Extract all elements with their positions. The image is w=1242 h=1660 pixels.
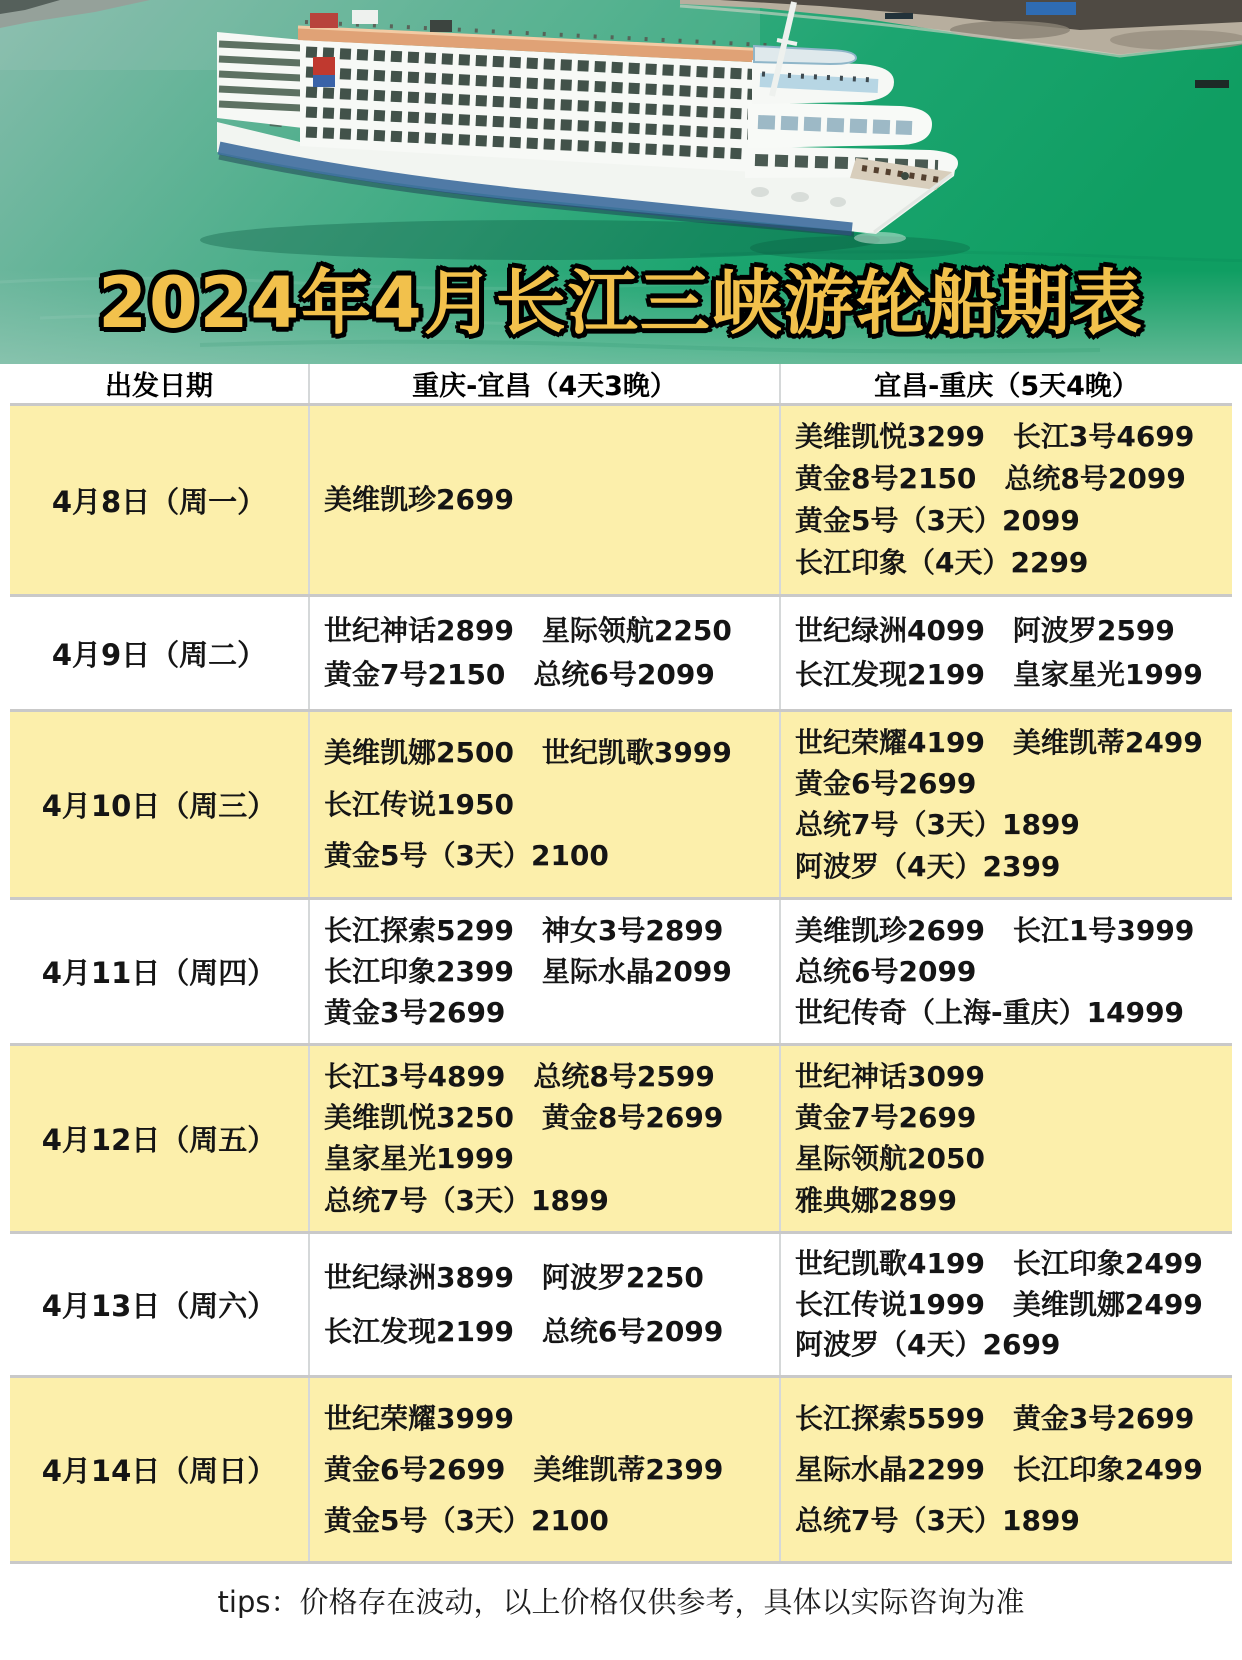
- cruise-price-line: 长江探索5299 神女3号2899: [324, 913, 724, 947]
- cruise-price-line: 黄金6号2699: [795, 767, 977, 801]
- cruise-price-line: 雅典娜2899: [795, 1183, 957, 1217]
- cruise-price-line: 阿波罗（4天）2699: [795, 1328, 1061, 1362]
- route-cell-yc-cq: [779, 1046, 1232, 1231]
- cruise-price-line: 黄金5号（3天）2100: [324, 839, 609, 873]
- cruise-price-line: 黄金8号2150 总统8号2099: [795, 462, 1186, 496]
- cruise-price-line: 美维凯悦3250 黄金8号2699: [324, 1101, 724, 1135]
- cruise-price-line: 星际领航2050: [795, 1142, 985, 1176]
- departure-date: 4月9日（周二）: [51, 637, 267, 672]
- route-cell-cq-yc: [308, 406, 779, 594]
- route-cell-cq-yc: [308, 1378, 779, 1561]
- cruise-price-line: 美维凯珍2699 长江1号3999: [795, 913, 1195, 947]
- table-row: [10, 1046, 1232, 1234]
- cruise-price-line: 黄金3号2699: [324, 995, 506, 1029]
- table-row: [10, 900, 1232, 1046]
- header-departure-date: 出发日期: [105, 371, 213, 402]
- cruise-price-line: 总统7号（3天）1899: [795, 808, 1080, 842]
- cruise-price-line: 长江传说1999 美维凯娜2499: [795, 1287, 1203, 1321]
- route-cell-yc-cq: [779, 1234, 1232, 1375]
- departure-date: 4月11日（周四）: [41, 956, 277, 990]
- cruise-price-line: 长江3号4899 总统8号2599: [324, 1059, 715, 1093]
- route-cell-cq-yc: [308, 1234, 779, 1375]
- cruise-price-line: 黄金5号（3天）2099: [795, 504, 1080, 538]
- departure-date: 4月13日（周六）: [41, 1289, 277, 1323]
- cruise-price-line: 长江印象（4天）2299: [795, 546, 1089, 580]
- table-row: [10, 712, 1232, 900]
- cruise-price-line: 美维凯珍2699: [324, 483, 514, 517]
- table-row: [10, 597, 1232, 712]
- cruise-price-line: 世纪神话3099: [795, 1059, 985, 1093]
- small-boat: [885, 13, 913, 19]
- header-route-chongqing-yichang: 重庆-宜昌（4天3晚）: [308, 364, 779, 403]
- cruise-price-line: 长江探索5599 黄金3号2699: [795, 1401, 1195, 1435]
- cruise-price-line: 长江发现2199 总统6号2099: [324, 1314, 724, 1348]
- cruise-price-line: 总统6号2099: [795, 954, 977, 988]
- cruise-price-line: 长江印象2399 星际水晶2099: [324, 954, 732, 988]
- route-cell-yc-cq: [779, 597, 1232, 709]
- cruise-price-line: 世纪荣耀3999: [324, 1401, 514, 1435]
- departure-date: 4月12日（周五）: [41, 1123, 277, 1157]
- departure-date: 4月14日（周日）: [41, 1454, 277, 1488]
- cruise-price-line: 世纪凯歌4199 长江印象2499: [795, 1247, 1203, 1281]
- route-cell-yc-cq: [779, 900, 1232, 1043]
- cruise-price-line: 世纪荣耀4199 美维凯蒂2499: [795, 725, 1203, 759]
- poster-title: 2024年4月长江三峡游轮船期表: [98, 262, 1144, 344]
- table-row: [10, 1378, 1232, 1564]
- cruise-price-line: 黄金5号（3天）2100: [324, 1503, 609, 1537]
- cruise-price-line: 美维凯娜2500 世纪凯歌3999: [324, 736, 732, 770]
- cruise-price-line: 阿波罗（4天）2399: [795, 849, 1061, 883]
- cruise-price-line: 星际水晶2299 长江印象2499: [795, 1452, 1203, 1486]
- route-cell-cq-yc: [308, 712, 779, 897]
- cruise-price-line: 皇家星光1999: [324, 1142, 514, 1176]
- table-row: [10, 1234, 1232, 1378]
- departure-date: 4月10日（周三）: [41, 789, 277, 823]
- cruise-price-line: 世纪绿洲3899 阿波罗2250: [324, 1260, 704, 1294]
- route-cell-yc-cq: [779, 406, 1232, 594]
- schedule-table: [10, 364, 1232, 1564]
- cruise-price-line: 总统7号（3天）1899: [795, 1503, 1080, 1537]
- cruise-price-line: 总统7号（3天）1899: [324, 1183, 609, 1217]
- hero-photo: [0, 0, 1242, 364]
- route-cell-cq-yc: [308, 1046, 779, 1231]
- departure-date: 4月8日（周一）: [51, 484, 267, 519]
- cruise-price-line: 长江发现2199 皇家星光1999: [795, 658, 1203, 692]
- cruise-price-line: 黄金6号2699 美维凯蒂2399: [324, 1452, 724, 1486]
- tips-note: tips：价格存在波动，以上价格仅供参考，具体以实际咨询为准: [217, 1585, 1025, 1619]
- table-row: [10, 406, 1232, 597]
- cruise-price-line: 世纪神话2899 星际领航2250: [324, 613, 732, 647]
- route-cell-yc-cq: [779, 1378, 1232, 1561]
- route-cell-cq-yc: [308, 597, 779, 709]
- cruise-price-line: 世纪绿洲4099 阿波罗2599: [795, 613, 1175, 647]
- blue-sign: [1026, 2, 1076, 15]
- cruise-price-line: 世纪传奇（上海-重庆）14999: [795, 995, 1185, 1029]
- route-cell-yc-cq: [779, 712, 1232, 897]
- cruise-price-line: 美维凯悦3299 长江3号4699: [795, 420, 1195, 454]
- route-cell-cq-yc: [308, 900, 779, 1043]
- cruise-price-line: 黄金7号2150 总统6号2099: [324, 658, 715, 692]
- header-route-yichang-chongqing: 宜昌-重庆（5天4晚）: [779, 364, 1232, 403]
- small-boat: [1195, 80, 1229, 88]
- table-header-row: [10, 364, 1232, 406]
- cruise-price-line: 黄金7号2699: [795, 1101, 977, 1135]
- cruise-price-line: 长江传说1950: [324, 787, 514, 821]
